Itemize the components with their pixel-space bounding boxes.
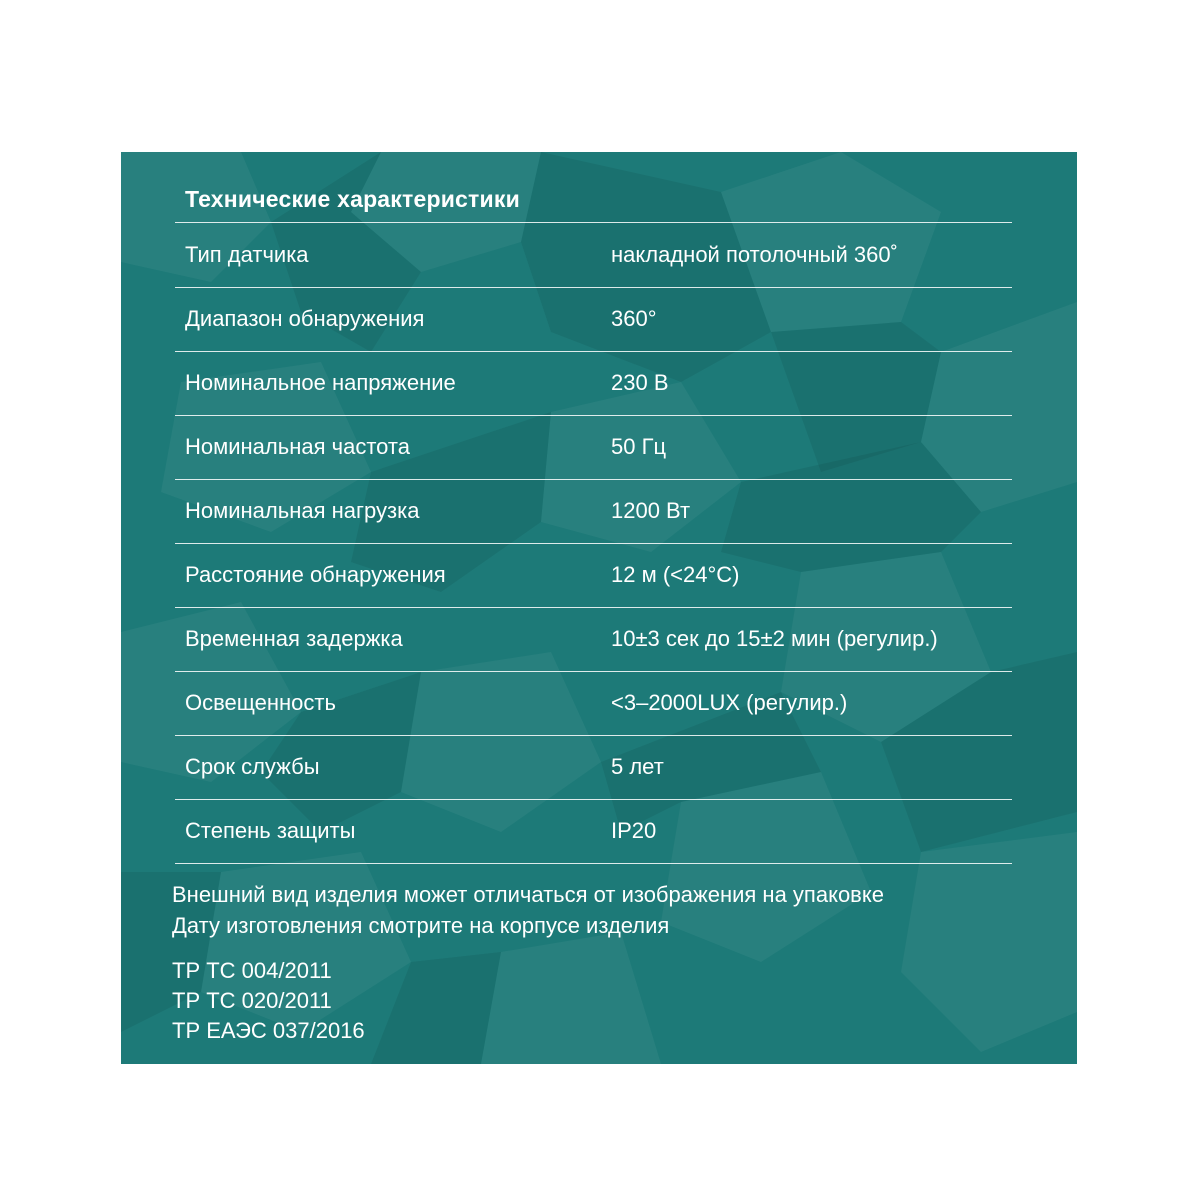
spec-panel: [121, 152, 1077, 1064]
spec-content: [121, 152, 1077, 1064]
spec-value: 5 лет: [611, 754, 664, 779]
spec-row-rated-load: [175, 479, 1012, 544]
spec-label: Степень защиты: [185, 818, 356, 843]
spec-label: Тип датчика: [185, 242, 309, 267]
spec-row-detection-range: [175, 287, 1012, 352]
spec-label: Диапазон обнаружения: [185, 306, 425, 331]
spec-title: Технические характеристики: [185, 186, 520, 212]
spec-value: 1200 Вт: [611, 498, 691, 523]
certification: ТР ЕАЭС 037/2016: [172, 1018, 365, 1043]
spec-label: Временная задержка: [185, 626, 403, 651]
spec-row-rated-voltage: [175, 351, 1012, 416]
spec-row-illuminance: [175, 671, 1012, 736]
spec-value: 360°: [611, 306, 657, 331]
spec-label: Номинальная нагрузка: [185, 498, 420, 523]
spec-row-detection-distance: [175, 543, 1012, 608]
certification: ТР ТС 004/2011: [172, 958, 332, 983]
certification: ТР ТС 020/2011: [172, 988, 332, 1013]
spec-row-rated-frequency: [175, 415, 1012, 480]
spec-value: 50 Гц: [611, 434, 667, 459]
spec-value: IP20: [611, 818, 657, 843]
spec-row-service-life: [175, 735, 1012, 800]
spec-label: Номинальное напряжение: [185, 370, 456, 395]
spec-value: 12 м (<24°С): [611, 562, 740, 587]
spec-value: накладной потолочный 360˚: [611, 242, 898, 267]
spec-value: 10±3 сек до 15±2 мин (регулир.): [611, 626, 938, 651]
spec-row-time-delay: [175, 607, 1012, 672]
spec-label: Расстояние обнаружения: [185, 562, 446, 587]
spec-label: Освещенность: [185, 690, 336, 715]
note-manufacture-date: Дату изготовления смотрите на корпусе изделия: [172, 913, 670, 938]
spec-row-protection-degree: [175, 799, 1012, 864]
spec-value: 230 В: [611, 370, 669, 395]
spec-row-sensor-type: [175, 223, 1012, 288]
spec-label: Номинальная частота: [185, 434, 410, 459]
spec-value: <3–2000LUX (регулир.): [611, 690, 848, 715]
note-appearance: Внешний вид изделия может отличаться от изображения на упаковке: [172, 882, 884, 907]
spec-label: Срок службы: [185, 754, 320, 779]
